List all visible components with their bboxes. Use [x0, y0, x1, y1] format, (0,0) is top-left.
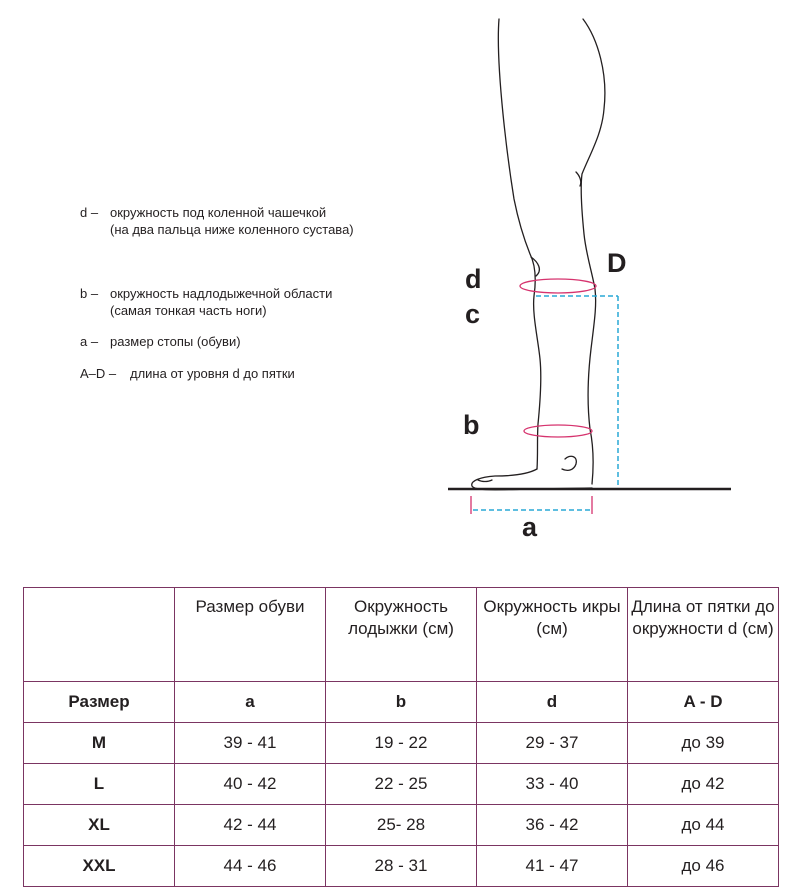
legend-b	[80, 285, 332, 319]
symbol-b: b	[326, 682, 477, 723]
header-shoe-size: Размер обуви	[175, 588, 326, 682]
size-table	[23, 587, 779, 887]
leg-outline-back	[498, 19, 540, 469]
legend-a-key: a –	[80, 334, 99, 349]
symbol-size: Размер	[24, 682, 175, 723]
table-cell: 42 - 44	[175, 805, 326, 846]
knee-detail	[576, 172, 581, 186]
table-cell: 22 - 25	[326, 764, 477, 805]
foot-outline	[472, 469, 592, 490]
table-cell: 36 - 42	[477, 805, 628, 846]
table-cell: 29 - 37	[477, 723, 628, 764]
symbol-a: a	[175, 682, 326, 723]
table-cell: до 46	[628, 846, 779, 887]
table-cell: 25- 28	[326, 805, 477, 846]
table-row	[24, 805, 779, 846]
ankle-bone	[562, 456, 576, 470]
size-cell: L	[24, 764, 175, 805]
circumference-b-ring	[524, 425, 592, 437]
header-calf: Окружность икры (см)	[477, 588, 628, 682]
legend-ad	[80, 365, 295, 382]
table-cell: до 39	[628, 723, 779, 764]
size-cell: M	[24, 723, 175, 764]
legend-d-sub: (на два пальца ниже коленного сустава)	[110, 222, 354, 237]
symbol-d: d	[477, 682, 628, 723]
legend-a-text: размер стопы (обуви)	[110, 334, 241, 349]
table-row	[24, 723, 779, 764]
legend-d	[80, 204, 354, 238]
table-cell: 28 - 31	[326, 846, 477, 887]
label-d: d	[465, 264, 482, 294]
label-a: a	[522, 512, 538, 542]
legend-d-key: d –	[80, 205, 99, 220]
symbol-row	[24, 682, 779, 723]
table-cell: 19 - 22	[326, 723, 477, 764]
leg-outline-front	[581, 19, 605, 484]
table-cell: 41 - 47	[477, 846, 628, 887]
toe-line	[478, 480, 492, 482]
header-ankle: Окружность лодыжки (см)	[326, 588, 477, 682]
table-row	[24, 846, 779, 887]
header-row	[24, 588, 779, 682]
legend-b-text: окружность надлодыжечной области	[110, 286, 333, 301]
legend-a	[80, 333, 241, 350]
label-b: b	[463, 410, 480, 440]
table-cell: 44 - 46	[175, 846, 326, 887]
header-length: Длина от пятки до окружности d (см)	[628, 588, 779, 682]
legend-ad-key: A–D –	[80, 366, 117, 381]
table-cell: до 42	[628, 764, 779, 805]
table-cell: 33 - 40	[477, 764, 628, 805]
legend-b-key: b –	[80, 286, 99, 301]
legend-b-sub: (самая тонкая часть ноги)	[110, 303, 267, 318]
leg-illustration	[440, 14, 740, 549]
size-cell: XL	[24, 805, 175, 846]
circumference-d-ring	[520, 279, 596, 293]
legend-ad-text: длина от уровня d до пятки	[130, 366, 295, 381]
label-D: D	[607, 248, 627, 278]
size-cell: XXL	[24, 846, 175, 887]
table-cell: 39 - 41	[175, 723, 326, 764]
label-c: c	[465, 299, 481, 329]
table-row	[24, 764, 779, 805]
header-empty	[24, 588, 175, 682]
leg-diagram	[440, 14, 740, 549]
symbol-ad: A - D	[628, 682, 779, 723]
table-cell: до 44	[628, 805, 779, 846]
legend-d-text: окружность под коленной чашечкой	[110, 205, 327, 220]
table-cell: 40 - 42	[175, 764, 326, 805]
